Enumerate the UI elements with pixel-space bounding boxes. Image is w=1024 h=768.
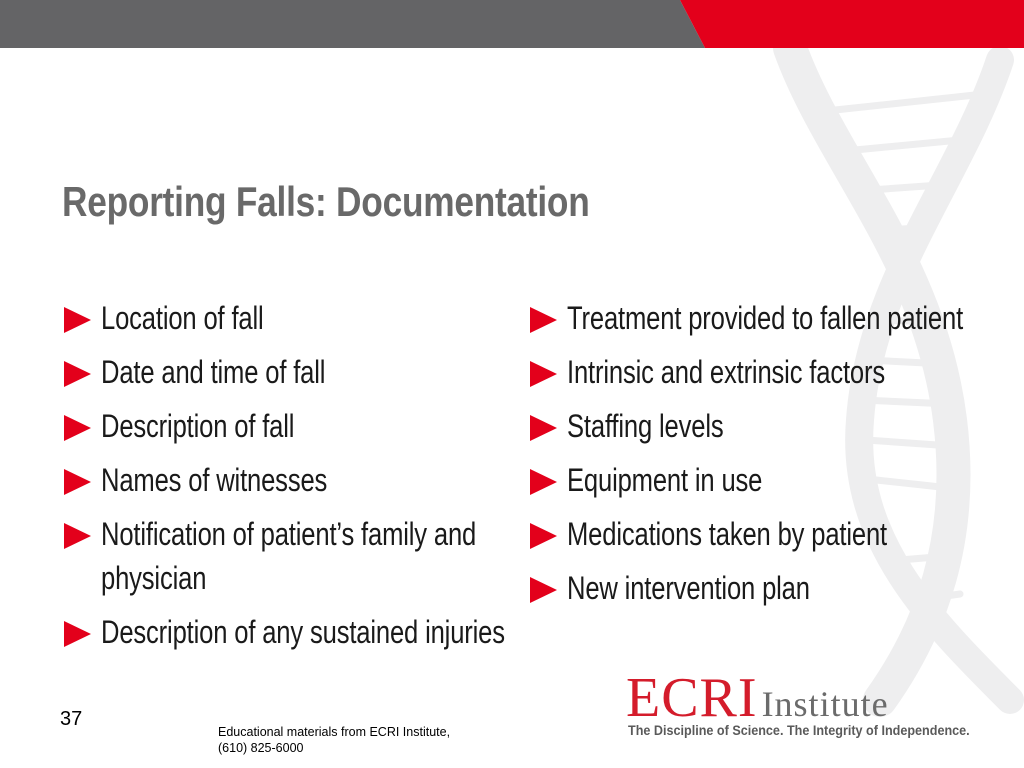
bullet-text: Notification of patient’s family and physician (101, 516, 477, 596)
ecri-institute-logo (626, 666, 996, 746)
right-bullet-list (530, 296, 1000, 620)
bullet-triangle-icon (530, 577, 557, 603)
bullet-text: Names of witnesses (101, 462, 328, 498)
bullet-text: Intrinsic and extrinsic factors (567, 354, 886, 390)
logo-institute-text: Institute (761, 684, 889, 724)
footer-note: Educational materials from ECRI Institute, (610) 825-6000 (218, 725, 451, 755)
top-banner (0, 0, 1024, 48)
bullet-item (64, 296, 514, 340)
bullet-text: Description of any sustained injuries (101, 614, 505, 650)
logo-wordmark (626, 666, 889, 730)
bullet-triangle-icon (530, 307, 557, 333)
bullet-triangle-icon (64, 469, 91, 495)
bullet-text: Equipment in use (567, 462, 763, 498)
slide-title: Reporting Falls: Documentation (62, 178, 590, 225)
bullet-text: New intervention plan (567, 570, 810, 606)
bullet-triangle-icon (64, 415, 91, 441)
bullet-triangle-icon (64, 307, 91, 333)
bullet-item (530, 566, 1000, 610)
bullet-text: Date and time of fall (101, 354, 326, 390)
bullet-item (530, 296, 1000, 340)
bullet-triangle-icon (64, 523, 91, 549)
bullet-item (64, 404, 514, 448)
bullet-item (530, 458, 1000, 502)
bullet-item (64, 512, 514, 600)
bullet-item (64, 458, 514, 502)
bullet-item (64, 610, 514, 654)
bullet-text: Location of fall (101, 300, 264, 336)
top-bar-red (680, 0, 1024, 48)
bullet-item (530, 350, 1000, 394)
top-bar-gray (0, 0, 705, 48)
logo-ecri-text: ECRI (626, 667, 758, 729)
bullet-text: Staffing levels (567, 408, 724, 444)
bullet-item (530, 512, 1000, 556)
bullet-text: Medications taken by patient (567, 516, 887, 552)
bullet-text: Treatment provided to fallen patient (567, 300, 964, 336)
bullet-triangle-icon (64, 621, 91, 647)
bullet-triangle-icon (530, 361, 557, 387)
bullet-triangle-icon (530, 469, 557, 495)
bullet-item (64, 350, 514, 394)
bullet-text: Description of fall (101, 408, 295, 444)
bullet-triangle-icon (530, 523, 557, 549)
logo-tagline: The Discipline of Science. The Integrity of Independence. (628, 722, 970, 738)
slide-number: 37 (60, 708, 83, 730)
bullet-triangle-icon (64, 361, 91, 387)
left-bullet-list (64, 296, 514, 664)
bullet-triangle-icon (530, 415, 557, 441)
bullet-item (530, 404, 1000, 448)
